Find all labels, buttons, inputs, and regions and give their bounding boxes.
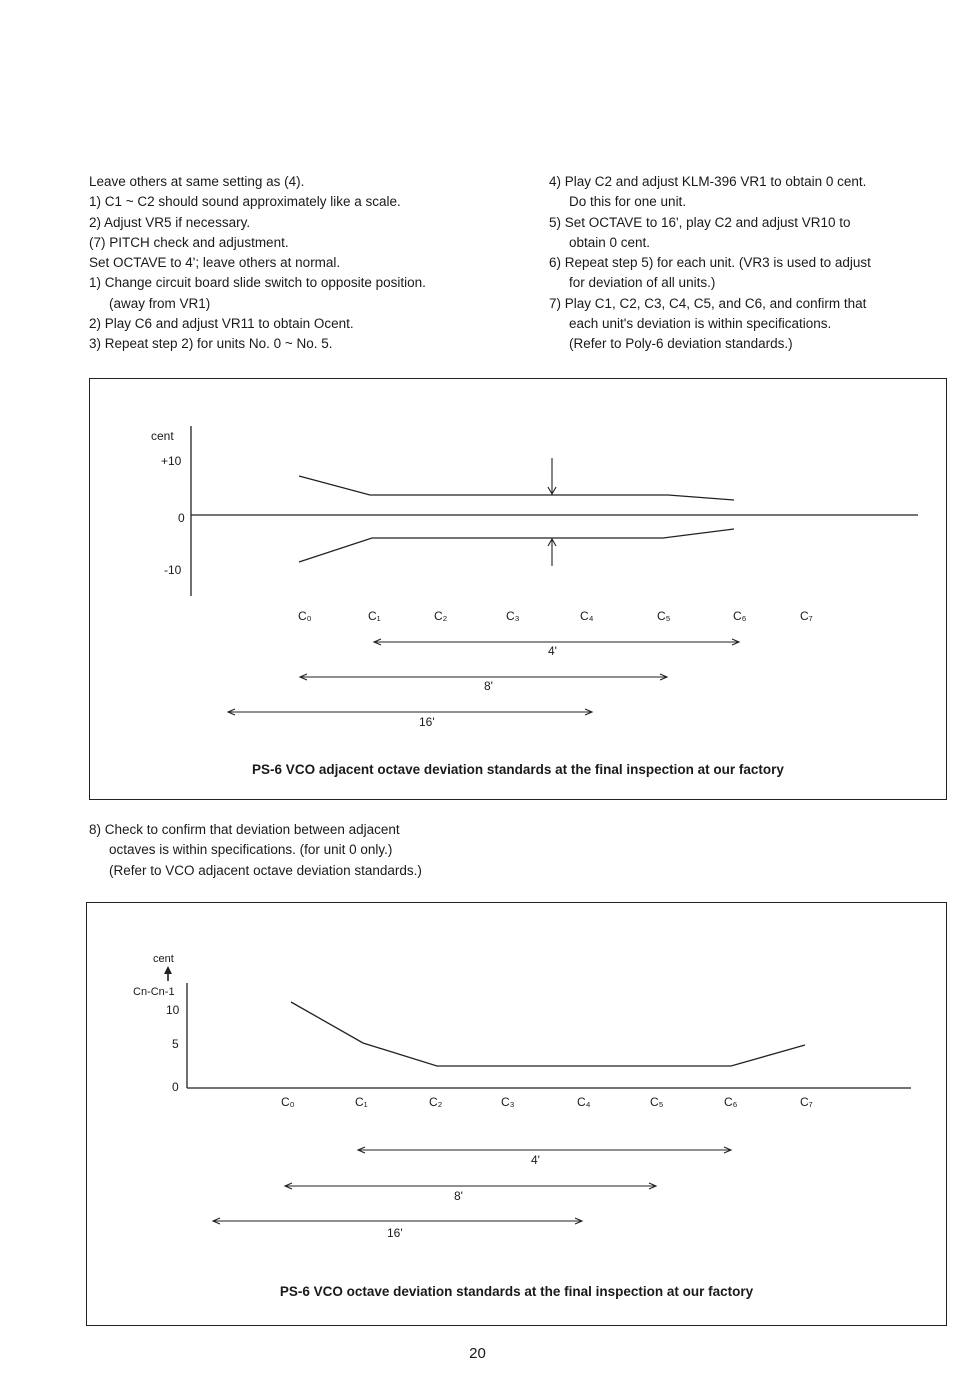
note-label: C₀ [298,609,312,623]
deviation-diagram-2 [87,903,946,1325]
range-label: 16' [419,715,435,729]
figure-adjacent-octave-deviation [89,378,947,800]
text-line: for deviation of all units.) [569,275,716,291]
text-line: obtain 0 cent. [569,234,651,250]
figure-caption: PS-6 VCO adjacent octave deviation standards at the final inspection at our factory [252,762,784,777]
text-line: 2) Play C6 and adjust VR11 to obtain Ocent. [89,316,354,332]
note-label: C₂ [429,1095,443,1109]
note-label: C₆ [733,609,747,623]
note-label: C₁ [355,1095,368,1109]
note-label: C₆ [724,1095,738,1109]
note-label: C₃ [506,609,520,623]
deviation-curve [291,1002,805,1066]
text-line: 8) Check to confirm that deviation between adjacent [89,822,400,837]
text-line: 1) Change circuit board slide switch to opposite position. [89,275,426,291]
y-unit-label: cent [151,429,174,443]
note-label: C₂ [434,609,448,623]
text-line: octaves is within specifications. (for unit 0 only.) [109,842,393,858]
note-label: C₅ [650,1095,664,1109]
y-tick-label: -10 [164,563,182,577]
arrowhead [164,966,172,974]
note-label: C₃ [501,1095,515,1109]
figure-octave-deviation [86,902,947,1326]
y-tick-label: 10 [166,1003,180,1017]
range-label: 8' [484,679,493,693]
note-label: C₇ [800,1095,813,1109]
text-line: 5) Set OCTAVE to 16', play C2 and adjust VR10 to [549,214,851,230]
y-axis-label: Cn-Cn-1 [133,986,175,998]
page-number: 20 [469,1345,486,1362]
text-line: Leave others at same setting as (4). [89,174,305,189]
range-label: 4' [531,1153,540,1167]
note-label: C₀ [281,1095,295,1109]
y-tick-label: 5 [172,1037,179,1051]
text-line: each unit's deviation is within specifications. [569,316,832,332]
deviation-diagram-1 [90,379,946,799]
text-line: Do this for one unit. [569,194,687,210]
text-line: Set OCTAVE to 4'; leave others at normal. [89,255,341,271]
y-tick-label: +10 [161,454,182,468]
y-tick-label: 0 [178,511,185,525]
y-unit-label: cent [153,953,174,965]
note-label: C₄ [580,609,594,623]
note-label: C₅ [657,609,671,623]
text-line: (away from VR1) [109,295,211,311]
left-text-column [89,172,509,355]
upper-tolerance-line [299,476,734,500]
right-text-column [549,172,949,355]
range-label: 4' [548,644,557,658]
text-line: 2) Adjust VR5 if necessary. [89,214,251,230]
text-line: (Refer to Poly-6 deviation standards.) [569,336,793,352]
text-line: 4) Play C2 and adjust KLM-396 VR1 to obtain 0 cent. [549,174,867,189]
text-line: 3) Repeat step 2) for units No. 0 ~ No. 5. [89,336,333,352]
note-label: C₄ [577,1095,591,1109]
text-line: 7) Play C1, C2, C3, C4, C5, and C6, and confirm that [549,295,867,311]
text-line: 6) Repeat step 5) for each unit. (VR3 is used to adjust [549,255,871,271]
step-8-text [89,820,489,881]
note-label: C₁ [368,609,381,623]
note-label: C₇ [800,609,813,623]
text-line: (Refer to VCO adjacent octave deviation standards.) [109,862,422,878]
text-line: 1) C1 ~ C2 should sound approximately like a scale. [89,194,401,210]
range-label: 16' [387,1226,403,1240]
y-tick-label: 0 [172,1080,179,1094]
figure-caption: PS-6 VCO octave deviation standards at the final inspection at our factory [279,1284,754,1299]
lower-tolerance-line [299,529,734,562]
range-label: 8' [454,1189,463,1203]
text-line: (7) PITCH check and adjustment. [89,234,289,250]
